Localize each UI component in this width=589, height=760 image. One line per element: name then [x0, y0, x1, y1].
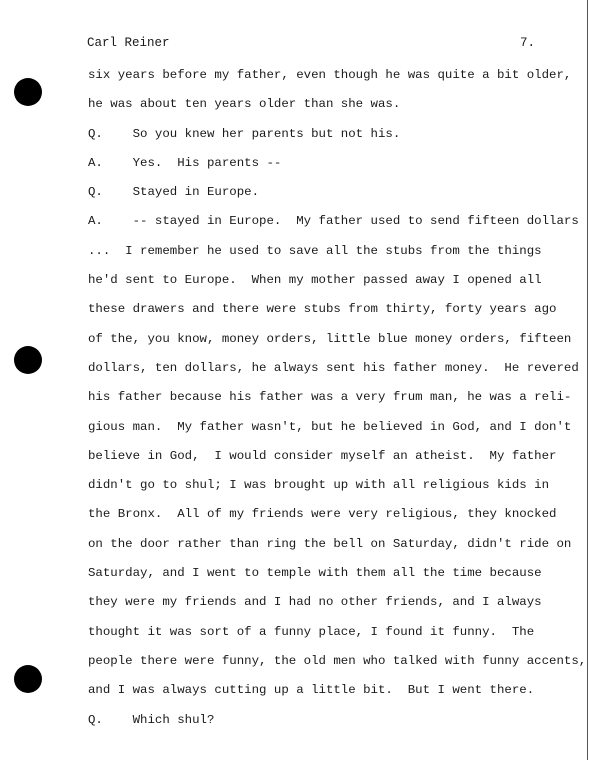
text-line: he was about ten years older than she was. — [88, 97, 401, 112]
page-edge — [587, 0, 588, 760]
punch-hole-middle — [14, 346, 42, 374]
text-line: thought it was sort of a funny place, I found it funny. The — [88, 624, 535, 639]
text-line: he'd sent to Europe. When my mother passed away I opened all — [88, 273, 542, 288]
text-line: of the, you know, money orders, little blue money orders, fifteen — [88, 331, 572, 346]
text-line: Q. So you knew her parents but not his. — [88, 126, 401, 141]
transcript-body — [88, 67, 587, 741]
text-line: dollars, ten dollars, he always sent his father money. He revered — [88, 360, 579, 375]
text-line: Q. Which shul? — [88, 712, 215, 727]
text-line: his father because his father was a very frum man, he was a reli- — [88, 390, 572, 405]
text-line: didn't go to shul; I was brought up with all religious kids in — [88, 478, 550, 493]
text-line: Saturday, and I went to temple with them all the time because — [88, 566, 542, 581]
text-line: gious man. My father wasn't, but he believed in God, and I don't — [88, 419, 572, 434]
page-number: 7. — [520, 36, 536, 50]
punch-hole-top — [14, 78, 42, 106]
text-line: people there were funny, the old men who talked with funny accents, — [88, 653, 587, 668]
text-line: A. Yes. His parents -- — [88, 155, 282, 170]
text-line: A. -- stayed in Europe. My father used to send fifteen dollars — [88, 214, 579, 229]
running-header-name: Carl Reiner — [87, 36, 170, 50]
text-line: the Bronx. All of my friends were very religious, they knocked — [88, 507, 557, 522]
text-line: Q. Stayed in Europe. — [88, 185, 260, 200]
text-line: these drawers and there were stubs from thirty, forty years ago — [88, 302, 557, 317]
text-line: ... I remember he used to save all the stubs from the things — [88, 243, 542, 258]
punch-hole-bottom — [14, 665, 42, 693]
text-line: and I was always cutting up a little bit. But I went there. — [88, 683, 535, 698]
text-line: believe in God, I would consider myself an atheist. My father — [88, 448, 557, 463]
text-line: they were my friends and I had no other friends, and I always — [88, 595, 542, 610]
text-line: six years before my father, even though he was quite a bit older, — [88, 68, 572, 82]
text-line: on the door rather than ring the bell on Saturday, didn't ride on — [88, 536, 572, 551]
